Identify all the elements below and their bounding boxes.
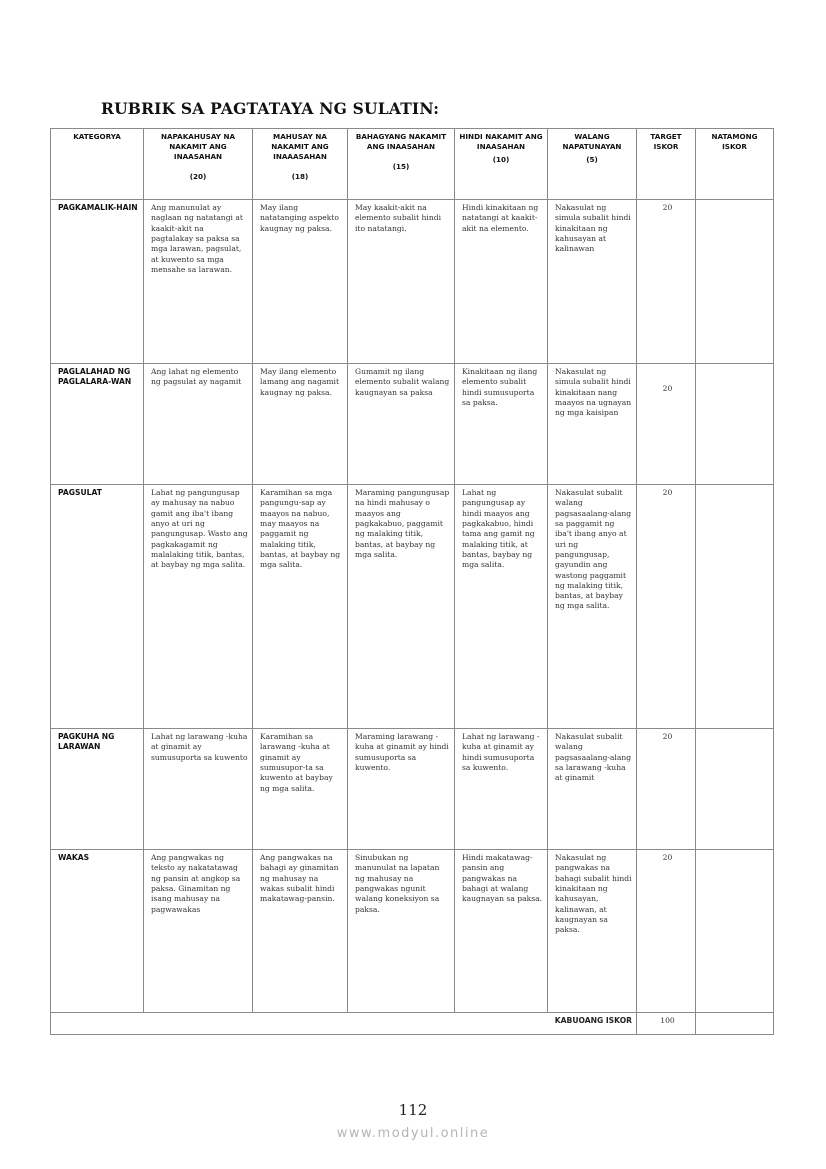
header-napakahusay: NAPAKAHUSAY NA NAKAMIT ANG INAASAHAN (20) (144, 129, 253, 200)
criteria-cell: Nakasulat ng simula subalit hindi kinakitaan ng kahusayan at kalinawan (548, 200, 637, 364)
criteria-cell: Karamihan sa larawang -kuha at ginamit ay sumusupor-ta sa kuwento at baybay ng mga salita. (253, 729, 348, 850)
earned-score-cell[interactable] (696, 729, 774, 850)
criteria-cell: May kaakit-akit na elemento subalit hindi ito natatangi. (348, 200, 455, 364)
criteria-cell: Maraming larawang -kuha at ginamit ay hindi sumusuporta sa kuwento. (348, 729, 455, 850)
header-target-iskor: TARGET ISKOR (637, 129, 696, 200)
table-row (51, 729, 774, 850)
earned-score-cell[interactable] (696, 200, 774, 364)
criteria-cell: Lahat ng pangungusap ay mahusay na nabuo gamit ang iba't ibang anyo at uri ng pangungusap. Wasto ang pagkakagamit ng malalaking titik, bantas, at baybay ng mga salita. (144, 485, 253, 729)
category-cell: WAKAS (51, 850, 144, 1013)
total-row (51, 1013, 774, 1035)
criteria-cell: May ilang natatanging aspekto kaugnay ng paksa. (253, 200, 348, 364)
rubric-table (50, 128, 774, 1035)
criteria-cell: Maraming pangungusap na hindi mahusay o maayos ang pagkakabuo, paggamit ng malaking titik, bantas, at baybay ng mga salita. (348, 485, 455, 729)
header-hindi-nakamit: HINDI NAKAMIT ANG INAASAHAN (10) (455, 129, 548, 200)
target-score-cell: 20 (637, 485, 696, 729)
target-score-cell: 20 (637, 729, 696, 850)
score-label: (15) (392, 161, 410, 171)
header-row (51, 129, 774, 200)
total-earned-score-cell[interactable] (696, 1013, 774, 1035)
table-row (51, 200, 774, 364)
total-label: KABUOANG ISKOR (51, 1013, 637, 1035)
category-cell: PAGKAMALIK-HAIN (51, 200, 144, 364)
page-number: 112 (398, 1101, 428, 1119)
criteria-cell: Ang pangwakas ng teksto ay nakatatawag ng pansin at angkop sa paksa. Ginamitan ng isang mahusay na pagwawakas (144, 850, 253, 1013)
criteria-cell: Kinakitaan ng ilang elemento subalit hindi sumusuporta sa paksa. (455, 364, 548, 485)
header-natamong-iskor: NATAMONG ISKOR (696, 129, 774, 200)
watermark: www.modyul.online (336, 1126, 490, 1141)
table-row (51, 364, 774, 485)
target-score-cell: 20 (637, 850, 696, 1013)
earned-score-cell[interactable] (696, 485, 774, 729)
earned-score-cell[interactable] (696, 850, 774, 1013)
header-walang-napatunayan: WALANG NAPATUNAYAN (5) (548, 129, 637, 200)
criteria-cell: Ang manunulat ay naglaan ng natatangi at kaakit-akit na pagtalakay sa paksa sa mga larawan, pagsulat, at kuwento sa mga mensahe sa larawan. (144, 200, 253, 364)
score-label: (10) (492, 154, 510, 164)
category-cell: PAGSULAT (51, 485, 144, 729)
score-label: (20) (189, 171, 207, 181)
header-kategorya: KATEGORYA (51, 129, 144, 200)
criteria-cell: Lahat ng pangungusap ay hindi maayos ang pagkakabuo, hindi tama ang gamit ng malaking titik, at bantas, baybay ng mga salita. (455, 485, 548, 729)
category-cell: PAGKUHA NG LARAWAN (51, 729, 144, 850)
criteria-cell: Hindi makatawag-pansin ang pangwakas na bahagi at walang kaugnayan sa paksa. (455, 850, 548, 1013)
criteria-cell: Hindi kinakitaan ng natatangi at kaakit-akit na elemento. (455, 200, 548, 364)
table-row (51, 485, 774, 729)
target-score-cell: 20 (637, 200, 696, 364)
target-score-cell: 20 (637, 364, 696, 485)
score-label: (5) (586, 154, 598, 164)
earned-score-cell[interactable] (696, 364, 774, 485)
criteria-cell: Nakasulat subalit walang pagsasaalang-alang sa larawang -kuha at ginamit (548, 729, 637, 850)
criteria-cell: Ang pangwakas na bahagi ay ginamitan ng mahusay na wakas subalit hindi makatawag-pansin. (253, 850, 348, 1013)
criteria-cell: Nakasulat subalit walang pagsasaalang-alang sa paggamit ng iba't ibang anyo at uri ng pangungusap, gayundin ang wastong paggamit ng malaking titik, bantas, at baybay ng mga salita. (548, 485, 637, 729)
criteria-cell: May ilang elemento lamang ang nagamit kaugnay ng paksa. (253, 364, 348, 485)
total-target-score: 100 (637, 1013, 696, 1035)
criteria-cell: Karamihan sa mga pangungu-sap ay maayos na nabuo, may maayos na paggamit ng malaking titik, bantas, at baybay ng mga salita. (253, 485, 348, 729)
score-label: (18) (291, 171, 309, 181)
criteria-cell: Sinubukan ng manunulat na lapatan ng mahusay na pangwakas ngunit walang koneksiyon sa paksa. (348, 850, 455, 1013)
criteria-cell: Nakasulat ng simula subalit hindi kinakitaan nang maayos na ugnayan ng mga kaisipan (548, 364, 637, 485)
criteria-cell: Nakasulat ng pangwakas na bahagi subalit hindi kinakitaan ng kahusayan, kalinawan, at kaugnayan sa paksa. (548, 850, 637, 1013)
criteria-cell: Gumamit ng ilang elemento subalit walang kaugnayan sa paksa (348, 364, 455, 485)
category-cell: PAGLALAHAD NG PAGLALARA-WAN (51, 364, 144, 485)
header-mahusay: MAHUSAY NA NAKAMIT ANG INAAASAHAN (18) (253, 129, 348, 200)
criteria-cell: Lahat ng larawang -kuha at ginamit ay hindi sumusuporta sa kuwento. (455, 729, 548, 850)
page-title: RUBRIK SA PAGTATAYA NG SULATIN: (101, 99, 440, 118)
table-row (51, 850, 774, 1013)
criteria-cell: Lahat ng larawang -kuha at ginamit ay sumusuporta sa kuwento (144, 729, 253, 850)
criteria-cell: Ang lahat ng elemento ng pagsulat ay nagamit (144, 364, 253, 485)
header-bahagyang: BAHAGYANG NAKAMIT ANG INAASAHAN (15) (348, 129, 455, 200)
